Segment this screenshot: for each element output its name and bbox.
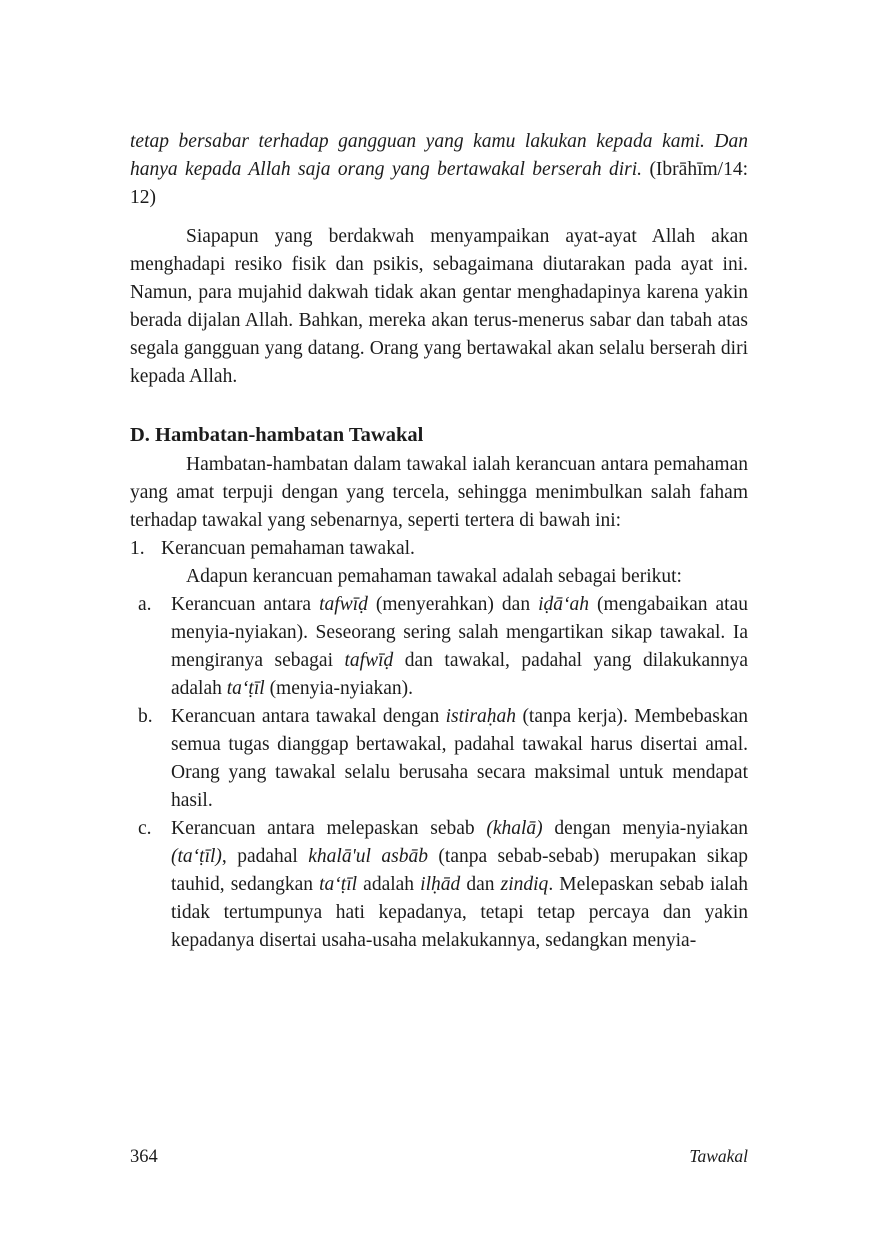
list-item-c: [130, 815, 748, 955]
quranic-quote-translation: tetap bersabar terhadap gangguan yang kamu lakukan kepada kami. Dan hanya kepada Allah saja orang yang bertawakal berserah diri. (Ibrāhīm/14: 12): [130, 131, 748, 208]
page-content: [130, 128, 748, 955]
numbered-item-marker: 1.: [130, 538, 145, 559]
list-item-a-text: Kerancuan antara tafwīḍ (menyerahkan) dan iḍā‘ah (mengabaikan atau menyia-nyiakan). Seseorang sering salah mengartikan sikap tawakal. Ia mengiranya sebagai tafwīḍ dan tawakal, padahal yang dilakukannya adalah ta‘ṭīl (menyia-nyiakan).: [171, 594, 748, 699]
list-item-b-text: Kerancuan antara tawakal dengan istiraḥah (tanpa kerja). Membebaskan semua tugas dianggap bertawakal, padahal tawakal harus disertai amal. Orang yang tawakal selalu berusaha secara maksimal untuk mendapat hasil.: [171, 706, 749, 811]
paragraph-dakwah-commentary: Siapapun yang berdakwah menyampaikan ayat-ayat Allah akan menghadapi resiko fisik dan psikis, sebagaimana diutarakan pada ayat ini. Namun, para mujahid dakwah tidak akan gentar menghadapinya karena yakin berada dijalan Allah. Bahkan, mereka akan terus-menerus sabar dan tabah atas segala gangguan yang datang. Orang yang bertawakal akan selalu berserah diri kepada Allah.: [130, 226, 748, 387]
numbered-item-text: Kerancuan pemahaman tawakal.: [161, 538, 415, 559]
list-item-b-marker: b.: [138, 706, 153, 727]
page-number: 364: [130, 1147, 158, 1167]
list-item-c-marker: c.: [138, 818, 152, 839]
list-item-a: [130, 591, 748, 703]
paragraph-hambatan-intro: Hambatan-hambatan dalam tawakal ialah kerancuan antara pemahaman yang amat terpuji dengan yang tercela, sehingga menimbulkan salah faham terhadap tawakal yang sebenarnya, seperti tertera di bawah ini:: [130, 454, 748, 531]
list-item-a-marker: a.: [138, 594, 152, 615]
paragraph-adapun-intro: Adapun kerancuan pemahaman tawakal adalah sebagai berikut:: [186, 566, 682, 587]
list-item-c-text: Kerancuan antara melepaskan sebab (khalā) dengan menyia-nyiakan (ta‘ṭīl), padahal khalā'ul asbāb (tanpa sebab-sebab) merupakan sikap tauhid, sedangkan ta‘ṭīl adalah ilḥād dan zindiq. Melepaskan sebab ialah tidak tertumpunya hati kepadanya, tetapi tetap percaya dan yakin kepadanya disertai usaha-usaha melakukannya, sedangkan menyia-: [171, 818, 749, 951]
running-title: Tawakal: [689, 1146, 748, 1166]
numbered-list-item: [130, 535, 748, 563]
list-item-b: [130, 703, 748, 815]
page-footer: [130, 1146, 748, 1168]
section-heading-hambatan-tawakal: D. Hambatan-hambatan Tawakal: [130, 424, 424, 446]
